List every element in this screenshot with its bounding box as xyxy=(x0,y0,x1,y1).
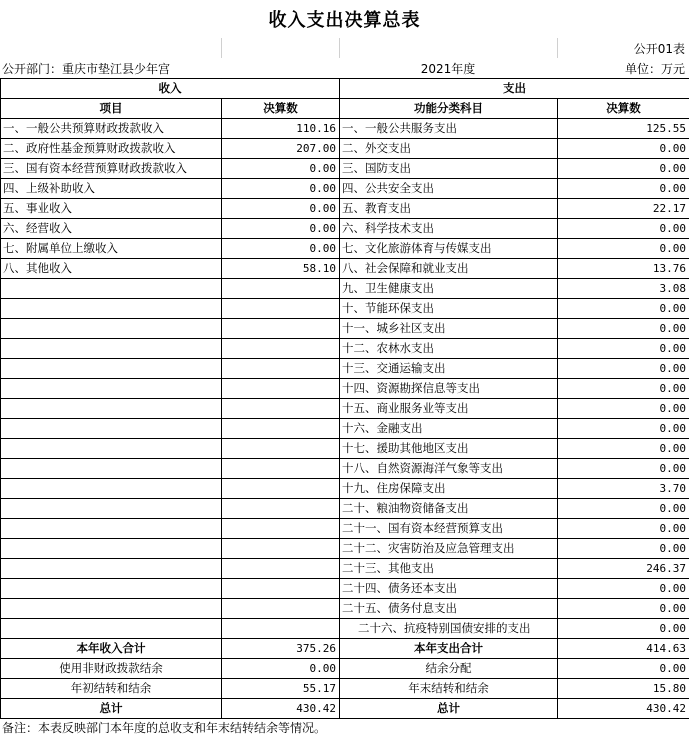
table-row xyxy=(1,219,689,239)
income-item-label xyxy=(1,419,222,439)
table-row xyxy=(1,139,689,159)
expense-item-label: 一、一般公共服务支出 xyxy=(340,119,558,139)
sheet-gridline xyxy=(221,38,222,58)
grand-total-row xyxy=(1,699,689,719)
table-row xyxy=(1,179,689,199)
income-item-value xyxy=(222,279,340,299)
expense-item-label: 十四、资源勘探信息等支出 xyxy=(340,379,558,399)
table-row xyxy=(1,579,689,599)
carryover-row xyxy=(1,679,689,699)
expense-item-value: 0.00 xyxy=(558,499,689,519)
info-row xyxy=(0,58,689,78)
income-item-value xyxy=(222,619,340,639)
col-item-header: 项目 xyxy=(1,99,222,119)
table-row xyxy=(1,599,689,619)
table-row xyxy=(1,159,689,179)
table-row xyxy=(1,559,689,579)
grand-expense-label: 总计 xyxy=(340,699,558,719)
income-item-value xyxy=(222,559,340,579)
page-title: 收入支出决算总表 xyxy=(268,10,421,31)
expense-item-value: 0.00 xyxy=(558,619,689,639)
expense-item-value: 0.00 xyxy=(558,379,689,399)
income-item-label: 四、上级补助收入 xyxy=(1,179,222,199)
income-item-label xyxy=(1,319,222,339)
total-row xyxy=(1,639,689,659)
table-row xyxy=(1,339,689,359)
income-item-label xyxy=(1,579,222,599)
income-item-label xyxy=(1,519,222,539)
form-code-row xyxy=(0,38,689,58)
expense-item-value: 22.17 xyxy=(558,199,689,219)
expense-item-value: 0.00 xyxy=(558,439,689,459)
income-item-value xyxy=(222,579,340,599)
income-item-label xyxy=(1,619,222,639)
expense-item-value: 0.00 xyxy=(558,319,689,339)
income-item-label: 五、事业收入 xyxy=(1,199,222,219)
table-row xyxy=(1,359,689,379)
income-item-value: 110.16 xyxy=(222,119,340,139)
expense-item-value: 0.00 xyxy=(558,359,689,379)
table-row xyxy=(1,539,689,559)
expense-item-label: 四、公共安全支出 xyxy=(340,179,558,199)
expense-item-label: 二十三、其他支出 xyxy=(340,559,558,579)
income-item-value xyxy=(222,539,340,559)
begin-label: 年初结转和结余 xyxy=(1,679,222,699)
expense-total-label: 本年支出合计 xyxy=(340,639,558,659)
expense-item-value: 125.55 xyxy=(558,119,689,139)
income-item-label: 二、政府性基金预算财政拨款收入 xyxy=(1,139,222,159)
sheet-gridline xyxy=(339,38,340,58)
income-item-value: 58.10 xyxy=(222,259,340,279)
unit-label: 单位：万元 xyxy=(624,61,685,76)
expense-item-label: 五、教育支出 xyxy=(340,199,558,219)
expense-item-value: 0.00 xyxy=(558,299,689,319)
expense-total-value: 414.63 xyxy=(558,639,689,659)
expense-item-value: 0.00 xyxy=(558,399,689,419)
table-row xyxy=(1,499,689,519)
expense-item-label: 八、社会保障和就业支出 xyxy=(340,259,558,279)
expense-item-value: 0.00 xyxy=(558,159,689,179)
expense-item-label: 二十一、国有资本经营预算支出 xyxy=(340,519,558,539)
grand-expense-value: 430.42 xyxy=(558,699,689,719)
table-row xyxy=(1,479,689,499)
expense-item-label: 十六、金融支出 xyxy=(340,419,558,439)
income-item-label: 三、国有资本经营预算财政拨款收入 xyxy=(1,159,222,179)
income-item-label: 八、其他收入 xyxy=(1,259,222,279)
table-row xyxy=(1,399,689,419)
expense-item-value: 0.00 xyxy=(558,239,689,259)
income-total-value: 375.26 xyxy=(222,639,340,659)
income-item-value xyxy=(222,519,340,539)
expense-item-label: 十三、交通运输支出 xyxy=(340,359,558,379)
expense-item-label: 十、节能环保支出 xyxy=(340,299,558,319)
income-item-value: 0.00 xyxy=(222,239,340,259)
expense-item-label: 十九、住房保障支出 xyxy=(340,479,558,499)
expense-item-label: 二十四、债务还本支出 xyxy=(340,579,558,599)
nonfiscal-label: 使用非财政拨款结余 xyxy=(1,659,222,679)
income-item-value xyxy=(222,599,340,619)
income-item-label: 一、一般公共预算财政拨款收入 xyxy=(1,119,222,139)
expense-item-label: 二十、粮油物资储备支出 xyxy=(340,499,558,519)
col-amount-header: 决算数 xyxy=(222,99,340,119)
expense-item-value: 3.08 xyxy=(558,279,689,299)
expense-item-value: 0.00 xyxy=(558,179,689,199)
income-total-label: 本年收入合计 xyxy=(1,639,222,659)
income-item-label xyxy=(1,379,222,399)
income-item-label xyxy=(1,279,222,299)
income-item-label xyxy=(1,499,222,519)
income-item-value xyxy=(222,339,340,359)
income-item-value xyxy=(222,439,340,459)
expense-item-label: 十七、援助其他地区支出 xyxy=(340,439,558,459)
income-item-label xyxy=(1,339,222,359)
expense-item-value: 0.00 xyxy=(558,139,689,159)
income-item-value xyxy=(222,419,340,439)
table-row xyxy=(1,299,689,319)
table-row xyxy=(1,119,689,139)
income-item-value xyxy=(222,399,340,419)
income-item-label: 七、附属单位上缴收入 xyxy=(1,239,222,259)
table-row xyxy=(1,459,689,479)
col-amount-header: 决算数 xyxy=(558,99,689,119)
expense-item-label: 七、文化旅游体育与传媒支出 xyxy=(340,239,558,259)
income-expense-table xyxy=(0,78,689,719)
income-item-value xyxy=(222,299,340,319)
income-item-value: 0.00 xyxy=(222,199,340,219)
col-func-header: 功能分类科目 xyxy=(340,99,558,119)
table-row xyxy=(1,199,689,219)
expense-item-value: 246.37 xyxy=(558,559,689,579)
expense-item-value: 0.00 xyxy=(558,339,689,359)
income-item-label xyxy=(1,459,222,479)
end-label: 年末结转和结余 xyxy=(340,679,558,699)
income-item-label xyxy=(1,559,222,579)
income-item-label xyxy=(1,479,222,499)
expense-item-value: 0.00 xyxy=(558,599,689,619)
begin-value: 55.17 xyxy=(222,679,340,699)
income-item-value xyxy=(222,359,340,379)
income-item-value xyxy=(222,499,340,519)
expense-item-label: 六、科学技术支出 xyxy=(340,219,558,239)
income-header: 收入 xyxy=(1,79,340,99)
form-code: 公开01表 xyxy=(633,41,685,56)
expense-item-label: 十八、自然资源海洋气象等支出 xyxy=(340,459,558,479)
expense-item-value: 13.76 xyxy=(558,259,689,279)
table-row xyxy=(1,439,689,459)
surplus-value: 0.00 xyxy=(558,659,689,679)
table-row xyxy=(1,379,689,399)
table-row xyxy=(1,319,689,339)
income-item-label xyxy=(1,599,222,619)
department-label: 公开部门：重庆市垫江县少年宫 xyxy=(2,61,171,76)
expense-item-value: 3.70 xyxy=(558,479,689,499)
expense-item-value: 0.00 xyxy=(558,579,689,599)
income-item-label xyxy=(1,359,222,379)
income-item-value xyxy=(222,479,340,499)
footnote: 备注：本表反映部门本年度的总收支和年末结转结余等情况。 xyxy=(2,721,327,735)
table-row xyxy=(1,259,689,279)
table-row xyxy=(1,239,689,259)
table-row xyxy=(1,279,689,299)
sheet-gridline xyxy=(557,38,558,58)
expense-item-label: 十五、商业服务业等支出 xyxy=(340,399,558,419)
expense-item-label: 三、国防支出 xyxy=(340,159,558,179)
balance-row xyxy=(1,659,689,679)
expense-item-label: 二十二、灾害防治及应急管理支出 xyxy=(340,539,558,559)
grand-income-label: 总计 xyxy=(1,699,222,719)
income-item-label xyxy=(1,439,222,459)
grand-income-value: 430.42 xyxy=(222,699,340,719)
income-item-label xyxy=(1,539,222,559)
table-row xyxy=(1,619,689,639)
expense-item-value: 0.00 xyxy=(558,519,689,539)
end-value: 15.80 xyxy=(558,679,689,699)
income-item-label: 六、经营收入 xyxy=(1,219,222,239)
expense-item-label: 二、外交支出 xyxy=(340,139,558,159)
expense-item-label: 九、卫生健康支出 xyxy=(340,279,558,299)
income-item-value: 0.00 xyxy=(222,219,340,239)
income-item-value xyxy=(222,379,340,399)
section-header-row xyxy=(1,79,689,99)
expense-item-label: 十一、城乡社区支出 xyxy=(340,319,558,339)
income-item-value: 207.00 xyxy=(222,139,340,159)
expense-item-label: 二十六、抗疫特别国债安排的支出 xyxy=(340,619,558,639)
expense-item-label: 十二、农林水支出 xyxy=(340,339,558,359)
expense-item-value: 0.00 xyxy=(558,459,689,479)
income-item-value: 0.00 xyxy=(222,179,340,199)
expense-item-value: 0.00 xyxy=(558,419,689,439)
income-item-value xyxy=(222,319,340,339)
expense-item-value: 0.00 xyxy=(558,219,689,239)
income-item-value: 0.00 xyxy=(222,159,340,179)
expense-item-value: 0.00 xyxy=(558,539,689,559)
expense-item-label: 二十五、债务付息支出 xyxy=(340,599,558,619)
surplus-label: 结余分配 xyxy=(340,659,558,679)
income-item-label xyxy=(1,399,222,419)
column-header-row xyxy=(1,99,689,119)
income-item-value xyxy=(222,459,340,479)
nonfiscal-value: 0.00 xyxy=(222,659,340,679)
table-row xyxy=(1,419,689,439)
table-row xyxy=(1,519,689,539)
year-label: 2021年度 xyxy=(420,61,476,76)
income-item-label xyxy=(1,299,222,319)
expense-header: 支出 xyxy=(340,79,689,99)
